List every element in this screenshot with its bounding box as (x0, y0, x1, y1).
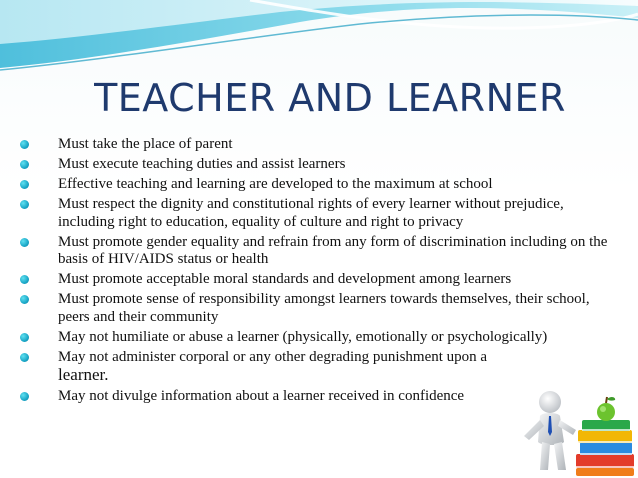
bullet-list (14, 136, 614, 408)
bullet-text: Must execute teaching duties and assist learners (58, 156, 346, 172)
bullet-text: Must promote sense of responsibility amongst learners towards themselves, their school, peers and their community (58, 291, 590, 325)
bullet-text: Must promote acceptable moral standards and development among learners (58, 271, 512, 287)
slide-title: TEACHER AND LEARNER (94, 76, 566, 120)
round-cyan-bullet-icon (20, 180, 29, 189)
bullet-text: Must take the place of parent (58, 136, 233, 152)
round-cyan-bullet-icon (20, 160, 29, 169)
bullet-item (14, 329, 614, 347)
bullet-text (58, 349, 487, 385)
bullet-item (14, 291, 614, 326)
round-cyan-bullet-icon (20, 238, 29, 247)
bullet-text: Effective teaching and learning are developed to the maximum at school (58, 176, 493, 192)
bullet-text-end: learner. (58, 365, 109, 384)
round-cyan-bullet-icon (20, 275, 29, 284)
bullet-text: Must respect the dignity and constitutional rights of every learner without prejudice, including right to education, equality of culture and right to privacy (58, 196, 564, 230)
round-cyan-bullet-icon (20, 200, 29, 209)
person-with-books-and-apple-icon (520, 380, 638, 478)
bullet-text: May not divulge information about a learner received in confidence (58, 388, 465, 404)
round-cyan-bullet-icon (20, 140, 29, 149)
bullet-text: May not humiliate or abuse a learner (physically, emotionally or psychologically) (58, 328, 548, 345)
round-cyan-bullet-icon (20, 333, 29, 342)
bullet-text-main: May not administer corporal or any other degrading punishment upon a (58, 348, 488, 365)
bullet-item (14, 234, 614, 269)
round-cyan-bullet-icon (20, 295, 29, 304)
bullet-item (14, 156, 614, 174)
bullet-item (14, 271, 614, 289)
bullet-item (14, 196, 614, 231)
round-cyan-bullet-icon (20, 353, 29, 362)
bullet-item (14, 176, 614, 194)
round-cyan-bullet-icon (20, 392, 29, 401)
header-swoosh-decoration (0, 0, 638, 80)
bullet-text: Must promote gender equality and refrain from any form of discrimination including on the basis of HIV/AIDS status or health (58, 233, 608, 267)
bullet-item (14, 136, 614, 154)
